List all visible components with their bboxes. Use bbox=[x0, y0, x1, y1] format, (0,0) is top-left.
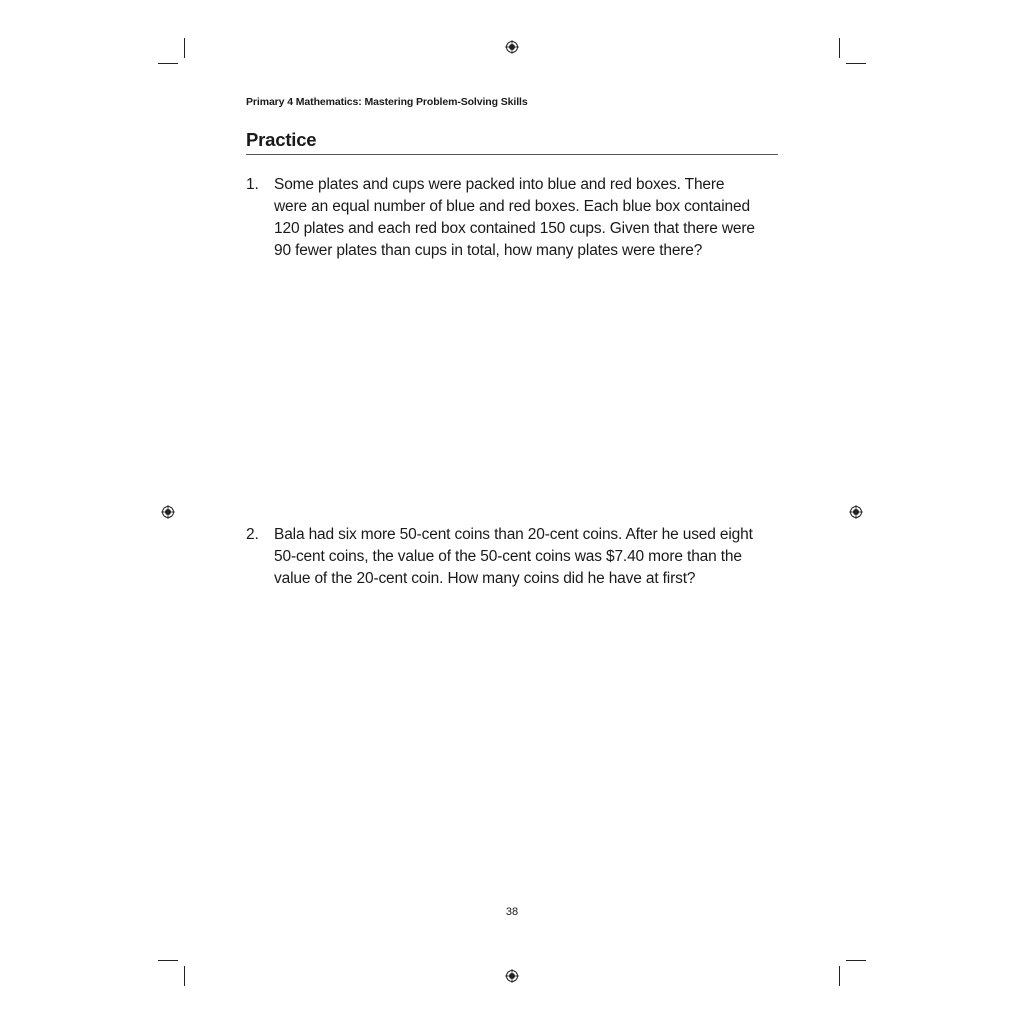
question-2 bbox=[246, 524, 786, 590]
question-line: value of the 20-cent coin. How many coins did he have at first? bbox=[274, 570, 696, 587]
crop-mark-icon bbox=[839, 966, 840, 986]
question-line: Some plates and cups were packed into blue and red boxes. There bbox=[274, 176, 725, 193]
section-title: Practice bbox=[246, 129, 317, 150]
question-line: Bala had six more 50-cent coins than 20-cent coins. After he used eight bbox=[274, 526, 753, 543]
running-header: Primary 4 Mathematics: Mastering Problem-Solving Skills bbox=[246, 96, 528, 108]
question-number: 2. bbox=[246, 526, 259, 543]
crop-mark-icon bbox=[839, 38, 840, 58]
registration-target-icon bbox=[505, 40, 519, 54]
registration-target-icon bbox=[161, 505, 175, 519]
question-1 bbox=[246, 174, 786, 262]
crop-mark-icon bbox=[846, 960, 866, 961]
question-text bbox=[274, 524, 784, 590]
crop-mark-icon bbox=[158, 63, 178, 64]
crop-mark-icon bbox=[846, 63, 866, 64]
page-number: 38 bbox=[505, 906, 519, 918]
registration-target-icon bbox=[849, 505, 863, 519]
registration-target-icon bbox=[505, 969, 519, 983]
question-text bbox=[274, 174, 784, 262]
question-line: 50-cent coins, the value of the 50-cent coins was $7.40 more than the bbox=[274, 548, 742, 565]
crop-mark-icon bbox=[184, 38, 185, 58]
question-line: 90 fewer plates than cups in total, how many plates were there? bbox=[274, 242, 703, 259]
question-number: 1. bbox=[246, 176, 259, 193]
question-line: were an equal number of blue and red boxes. Each blue box contained bbox=[274, 198, 750, 215]
crop-mark-icon bbox=[184, 966, 185, 986]
question-line: 120 plates and each red box contained 150 cups. Given that there were bbox=[274, 220, 755, 237]
crop-mark-icon bbox=[158, 960, 178, 961]
section-divider bbox=[246, 154, 778, 155]
